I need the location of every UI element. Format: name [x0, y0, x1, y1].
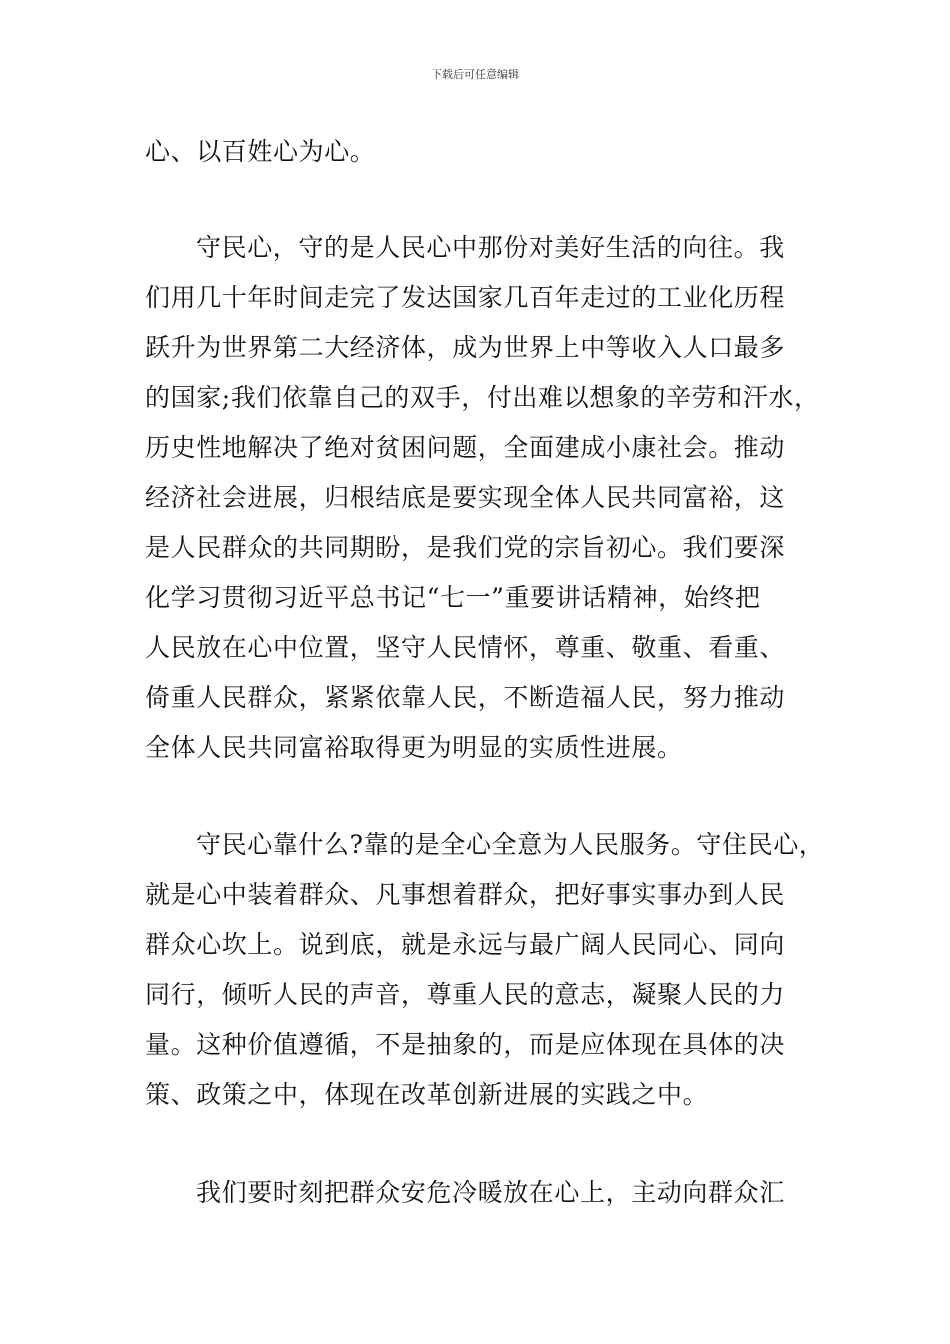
text-line: 们用几十年时间走完了发达国家几百年走过的工业化历程 — [145, 283, 786, 312]
text-line: 的国家;我们依靠自己的双手，付出难以想象的辛劳和汗水， — [145, 383, 820, 412]
text-line: 跃升为世界第二大经济体，成为世界上中等收入人口最多 — [145, 333, 786, 362]
text-line: 我们要时刻把群众安危冷暖放在心上，主动向群众汇 — [196, 1178, 785, 1207]
text-line: 经济社会进展，归根结底是要实现全体人民共同富裕，这 — [145, 483, 786, 512]
text-line: 守民心靠什么?靠的是全心全意为人民服务。守住民心， — [196, 830, 825, 859]
text-line: 倚重人民群众，紧紧依靠人民，不断造福人民，努力推动 — [145, 683, 786, 712]
page-header: 下载后可任意编辑 — [431, 68, 519, 81]
text-line: 就是心中装着群众、凡事想着群众，把好事实事办到人民 — [145, 880, 786, 909]
text-line: 心、以百姓心为心。 — [145, 137, 376, 166]
text-line: 守民心，守的是人民心中那份对美好生活的向往。我 — [196, 233, 785, 262]
text-line: 全体人民共同富裕取得更为明显的实质性进展。 — [145, 733, 683, 762]
text-line: 人民放在心中位置，坚守人民情怀，尊重、敬重、看重、 — [145, 633, 786, 662]
text-line: 历史性地解决了绝对贫困问题，全面建成小康社会。推动 — [145, 433, 786, 462]
text-line: 同行，倾听人民的声音，尊重人民的意志，凝聚人民的力 — [145, 980, 786, 1009]
text-line: 化学习贯彻习近平总书记“七一”重要讲话精神，始终把 — [145, 583, 761, 612]
text-line: 策、政策之中，体现在改革创新进展的实践之中。 — [145, 1080, 709, 1109]
text-line: 是人民群众的共同期盼，是我们党的宗旨初心。我们要深 — [145, 533, 786, 562]
text-line: 量。这种价值遵循，不是抽象的，而是应体现在具体的决 — [145, 1030, 786, 1059]
text-line: 群众心坎上。说到底，就是永远与最广阔人民同心、同向 — [145, 930, 786, 959]
